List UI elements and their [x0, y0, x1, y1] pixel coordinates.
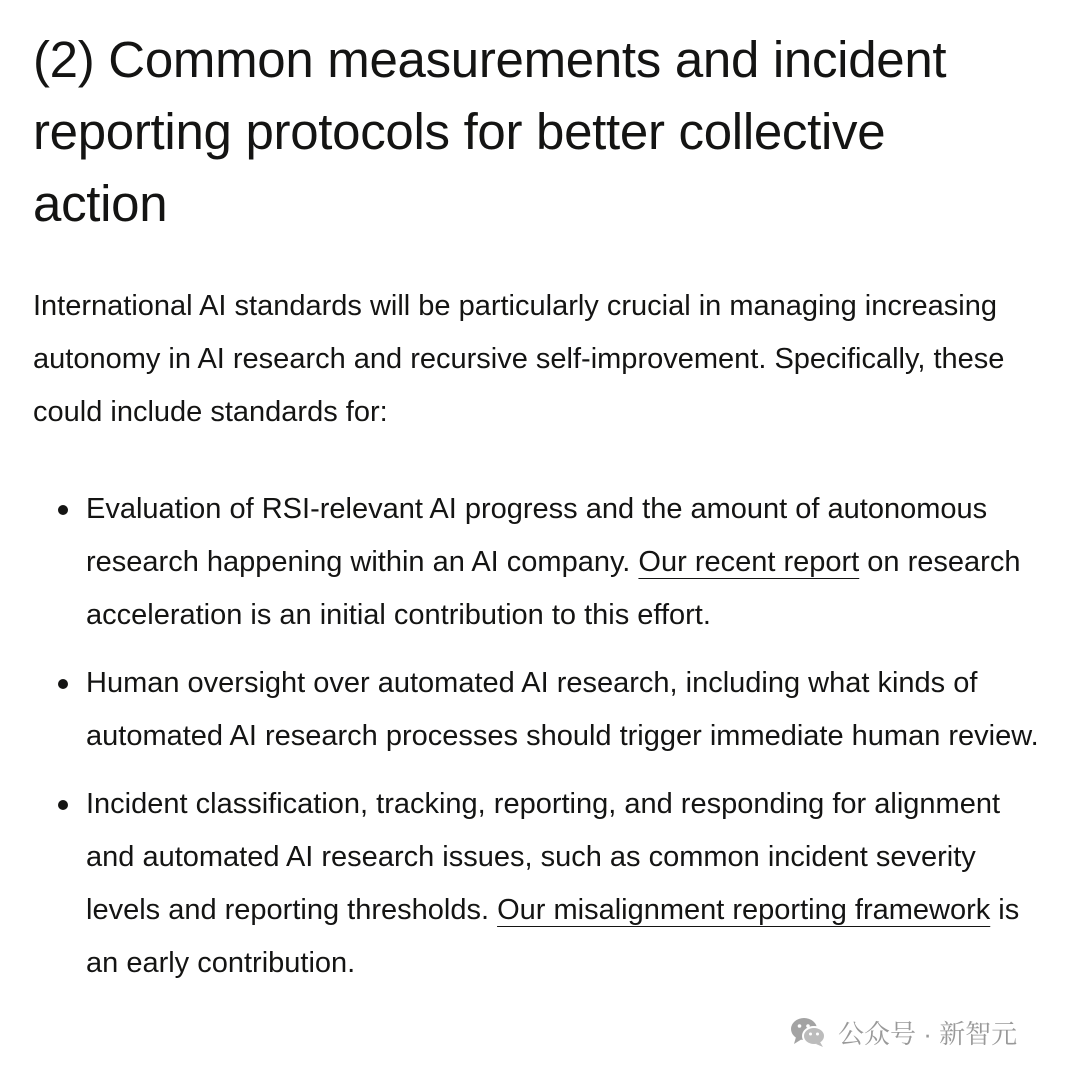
list-item — [33, 657, 1056, 763]
list-item-text: on research acceleration is an initial contribution to this effort. — [86, 546, 1021, 631]
list-item-text: Evaluation of RSI-relevant AI progress and the amount of autonomous research happening within an AI company. — [86, 493, 988, 578]
intro-paragraph: International AI standards will be particularly crucial in managing increasing autonomy in AI research and recursive self-improvement. Specifically, these could include standards for: — [33, 290, 1005, 428]
recent-report-link[interactable]: Our recent report — [638, 546, 860, 578]
bullet-dot — [58, 679, 68, 689]
list-item — [33, 483, 1080, 642]
list-item-text: is an early contribution. — [86, 894, 1020, 979]
misalignment-reporting-framework-link[interactable]: Our misalignment reporting framework — [497, 894, 991, 926]
standards-list — [33, 483, 1073, 990]
bullet-dot — [58, 505, 68, 515]
list-item — [33, 778, 1046, 990]
list-item-text: Incident classification, tracking, reporting, and responding for alignment and automated AI research issues, such as common incident severity levels and reporting thresholds. — [86, 788, 1001, 926]
bullet-dot — [58, 800, 68, 810]
section-heading: (2) Common measurements and incident reporting protocols for better collective action — [33, 31, 947, 232]
list-item-text: Human oversight over automated AI research, including what kinds of automated AI research processes should trigger immediate human review. — [86, 667, 1039, 752]
article-section — [33, 24, 1073, 1005]
watermark — [788, 1012, 1017, 1052]
watermark-text: 公众号 · 新智元 — [838, 1018, 1018, 1049]
wechat-icon — [788, 1012, 828, 1052]
